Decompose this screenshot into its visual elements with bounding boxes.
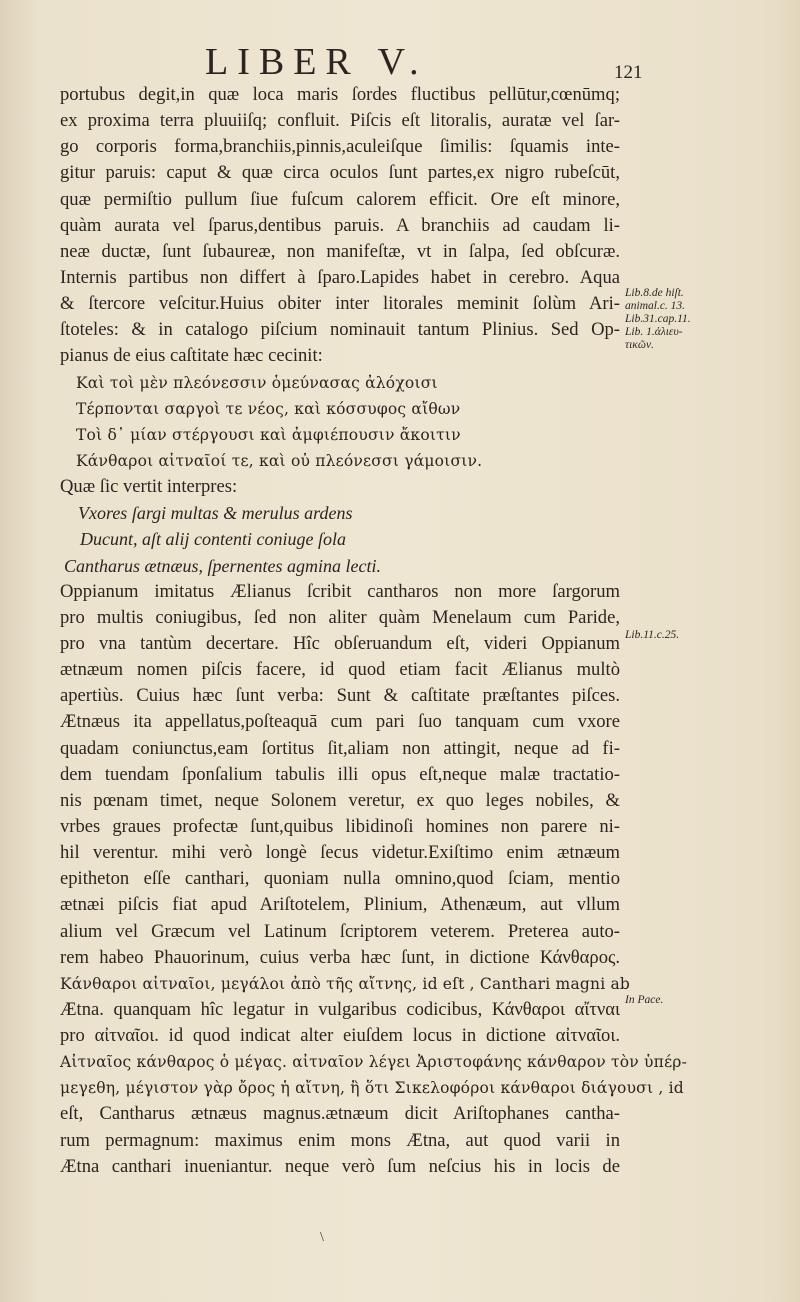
text-line: pianus de eius caſtitate hæc cecinit: (60, 345, 323, 367)
text-line: ætnæum nomen piſcis facere, id quod etiam facit Ælianus multò (60, 659, 620, 681)
text-line: Oppianum imitatus Ælianus ſcribit cantharos non more ſargorum (60, 580, 620, 602)
latin-verse-line: Cantharus ætnæus, ſpernentes agmina lecti. (64, 555, 381, 576)
text-line: Αἰτναῖος κάνθαρος ὁ μέγας. αἰτναῖον λέγει Ἀριστοφάνης κάνθαρον τὸν ὑπέρ- (60, 1053, 688, 1072)
text-line: Ætna. quanquam hîc legatur in vulgaribus codicibus, Κάνθαροι αἴτναι (60, 998, 620, 1020)
text-line: vrbes graues profectæ ſunt,quibus libidinoſi homines non parere ni- (60, 815, 620, 837)
text-line: Κάνθαροι αἰτναῖοι, μεγάλοι ἀπὸ τῆς αἴτνης, id eſt , Canthari magni ab (60, 974, 631, 993)
text-line: quæ permiſtio pullum ſiue fuſcum calorem efficit. Ore eſt minore, (60, 188, 620, 210)
margin-note-reference: Lib.11.c.25. (625, 629, 680, 641)
translation-intro: Quæ ſic vertit interpres: (60, 476, 238, 498)
margin-note-reference: Lib.8.de hiſt. animal.c. 13. Lib.31.cap.11. Lib. 1.ἁλιευ- τικῶν. (625, 287, 691, 351)
latin-verse-line: Vxores ſargi multas & merulus ardens (78, 503, 353, 524)
greek-verse-line: Κάνθαροι αἰτναῖοί τε, καὶ οὐ πλεόνεσσι γάμοισιν. (76, 451, 483, 470)
text-line: nis pœnam timet, neque Solonem veretur, ex quo leges nobiles, & (60, 789, 620, 811)
text-line: go corporis forma,branchiis,pinnis,aculeiſque ſimilis: ſquamis inte- (60, 136, 620, 158)
text-line: pro vna tantùm decertare. Hîc obſeruandum eſt, videri Oppianum (60, 632, 620, 654)
text-line: eſt, Cantharus ætnæus magnus.ætnæum dicit Ariſtophanes cantha- (60, 1103, 620, 1125)
text-line: Internis partibus non differt à ſparo.Lapides habet in cerebro. Aqua (60, 266, 620, 288)
text-line: ſtoteles: & in catalogo piſcium nominauit tantum Plinius. Sed Op- (60, 319, 620, 341)
text-line: pro αἰτναῖοι. id quod indicat alter eiuſdem locus in dictione αἰτναῖοι. (60, 1025, 620, 1047)
text-line: rem habeo Phauorinum, cuius verba hæc ſunt, in dictione Κάνθαρος. (60, 946, 620, 968)
text-line: ex proxima terra pluuiiſq; confluit. Piſcis eſt litoralis, auratæ vel ſar- (60, 110, 620, 132)
text-line: apertiùs. Cuius hæc ſunt verba: Sunt & caſtitate præſtantes piſces. (60, 685, 620, 707)
latin-verse-line: Ducunt, aſt alij contenti coniuge ſola (80, 529, 346, 550)
text-line: pro multis coniugibus, ſed non aliter quàm Menelaum cum Paride, (60, 606, 620, 628)
text-line: portubus degit,in quæ loca maris ſordes fluctibus pellūtur,cœnūmq; (60, 84, 620, 105)
greek-verse-line: Καὶ τοὶ μὲν πλεόνεσσιν ὁμεύνασας ἀλόχοισι (76, 373, 438, 392)
text-line: neæ ductæ, ſunt ſubaureæ, non manifeſtæ, vt in ſalpa, ſed obſcuræ. (60, 240, 620, 262)
stray-ink-mark: \ (320, 1230, 324, 1245)
running-title: LIBER V. (205, 41, 428, 83)
running-head (0, 36, 800, 86)
text-line: ætnæi piſcis fiat apud Ariſtotelem, Plinium, Athenæum, aut vllum (60, 894, 620, 916)
text-line: quàm aurata vel ſparus,dentibus paruis. A branchiis ad caudam li- (60, 214, 620, 236)
text-line: Ætna canthari inueniantur. neque verò ſum neſcius his in locis de (60, 1155, 620, 1177)
page-number: 121 (614, 62, 643, 83)
margin-note-reference: In Pace. (625, 994, 664, 1006)
text-line: dem tuendam ſponſalium tabulis illi opus eſt,neque malæ tractatio- (60, 763, 620, 785)
text-line: Ætnæus ita appellatus,poſteaquā cum pari ſuo tanquam cum vxore (60, 711, 620, 733)
greek-verse-line: Τέρπονται σαργοὶ τε νέος, καὶ κόσσυφος αἴθων (76, 399, 461, 418)
text-line: alium vel Græcum vel Latinum ſcriptorem veterem. Preterea auto- (60, 920, 620, 942)
text-line: μεγεθη, μέγιστον γὰρ ὄρος ἡ αἴτνη, ἢ ὅτι Σικελοφόροι κάνθαροι διάγουσι , id (60, 1079, 684, 1098)
text-line: & ſtercore veſcitur.Huius obiter inter litorales meminit ſolùm Ari- (60, 293, 620, 315)
text-line: hil verentur. mihi verò longè ſecus videtur.Exiſtimo enim ætnæum (60, 842, 620, 864)
text-line: gitur paruis: caput & quæ circa oculos ſunt partes,ex nigro rubeſcūt, (60, 162, 620, 184)
text-line: epitheton eſſe canthari, quoniam nulla omnino,quod ſciam, mentio (60, 868, 620, 890)
text-line: rum permagnum: maximus enim mons Ætna, aut quod varii in (60, 1129, 620, 1151)
text-line: quadam coniunctus,eam ſortitus ſit,aliam non attingit, neque ad fi- (60, 737, 620, 759)
greek-verse-line: Τοὶ δ᾽ μίαν στέργουσι καὶ ἀμφιέπουσιν ἄκοιτιν (76, 425, 461, 444)
